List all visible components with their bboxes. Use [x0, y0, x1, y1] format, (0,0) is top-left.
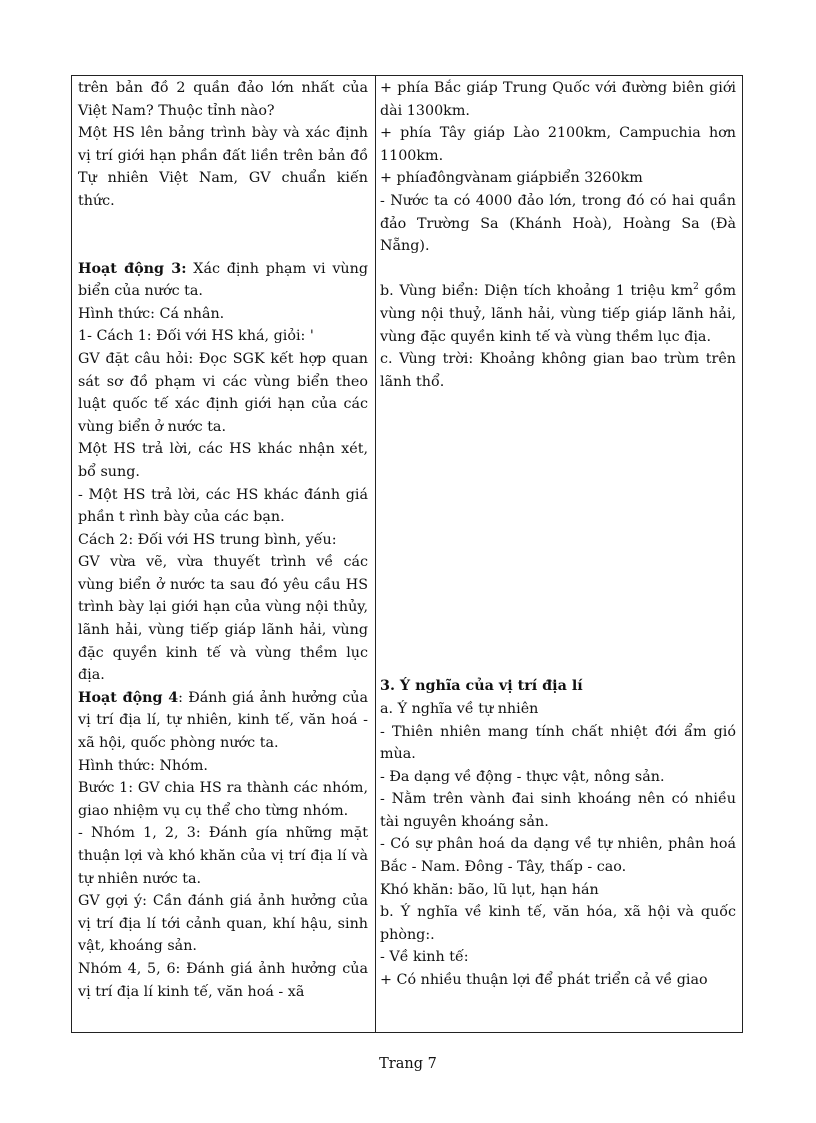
activity-3-student-review: - Một HS trả lời, các HS khác đánh giá phần t rình bày của các bạn. — [78, 486, 368, 526]
border-west: + phía Tây giáp Lào 2100km, Campuchia hơn 1100km. — [380, 125, 736, 164]
difficulties: Khó khăn: bão, lũ lụt, hạn hán — [380, 881, 599, 898]
activity-4-groups-1-3: - Nhóm 1, 2, 3: Đánh gía những mặt thuận lợi và khó khăn của vị trí địa lí và tự nhiên nước ta. — [78, 825, 368, 887]
economy-point-2: + Có nhiều thuận lợi để phát triển cả về giao — [380, 972, 708, 989]
activity-3-way-2: Cách 2: Đối với HS trung bình, yếu: — [78, 531, 337, 548]
sea-area — [380, 280, 736, 348]
activity-3-student-answer: Một HS trả lời, các HS khác nhận xét, bổ sung. — [78, 441, 368, 480]
intro-presentation: Một HS lên bảng trình bày và xác định vị trí giới hạn phần đất liền trên bản đồ Tự nhiên Việt Nam, GV chuẩn kiến thức. — [78, 125, 368, 209]
section-3-economy: b. Ý nghĩa về kinh tế, văn hóa, xã hội và quốc phòng:. — [380, 904, 736, 943]
activity-3-text: Xác định phạm vi vùng biển của nước ta. — [78, 260, 369, 300]
natural-point-4: - Có sự phân hoá da dạng về tự nhiên, phân hoá Bắc - Nam. Đông - Tây, thấp - cao. — [380, 836, 736, 876]
activity-3-form: Hình thức: Cá nhân. — [78, 305, 225, 322]
activity-4-form: Hình thức: Nhóm. — [78, 757, 208, 774]
sea-area-zones: gồm vùng nội thuỷ, lãnh hải, vùng tiếp giáp lãnh hải, vùng đặc quyền kinh tế và vùng thềm lục địa. — [380, 283, 736, 345]
airspace: c. Vùng trời: Khoảng không gian bao trùm trên lãnh thổ. — [380, 351, 736, 390]
natural-point-1: - Thiên nhiên mang tính chất nhiệt đới ẩm gió mùa. — [380, 723, 736, 763]
sea-area-text: b. Vùng biển: Diện tích khoảng 1 triệu km — [380, 283, 694, 300]
intro-question: trên bản đồ 2 quần đảo lớn nhất của Việt Nam? Thuộc tỉnh nào? — [78, 80, 368, 119]
activity-3-way-1: 1- Cách 1: Đối với HS khá, giỏi: ' — [78, 328, 314, 345]
page-number: Trang 7 — [379, 1056, 437, 1072]
content-column — [380, 77, 736, 992]
activity-4-title: Hoạt động 4 — [78, 689, 179, 706]
section-3-natural: a. Ý nghĩa về tự nhiên — [380, 700, 539, 717]
border-north: + phía Bắc giáp Trung Quốc với đường biên giới dài 1300km. — [380, 80, 736, 119]
activity-3-way-2-text: GV vừa vẽ, vừa thuyết trình về các vùng biển ở nước ta sau đó yêu cầu HS trình bày lại giới hạn của vùng nội thủy, lãnh hải, vùng tiếp giáp lãnh hải, vùng đặc quyền kinh tế và vùng thềm lục địa. — [78, 554, 368, 684]
activity-3-heading — [78, 258, 368, 303]
activity-4-groups-4-6: Nhóm 4, 5, 6: Đánh giá ảnh hưởng của vị trí địa lí kinh tế, văn hoá - xã — [78, 960, 368, 1000]
islands: - Nước ta có 4000 đảo lớn, trong đó có hai quần đảo Trường Sa (Khánh Hoà), Hoàng Sa (Đà Nẵng). — [380, 192, 736, 255]
column-divider — [375, 75, 376, 1033]
activity-4-heading — [78, 687, 368, 755]
sea-area-superscript: 2 — [693, 282, 699, 293]
section-3-title: 3. Ý nghĩa của vị trí địa lí — [380, 678, 583, 695]
economy-point-1: - Về kinh tế: — [380, 949, 469, 966]
natural-point-3: - Nằm trên vành đai sinh khoáng nên có nhiều tài nguyên khoáng sản. — [380, 791, 736, 830]
border-east-south: + phíađôngvànam giápbiển 3260km — [380, 170, 643, 187]
activity-4-step-1: Bước 1: GV chia HS ra thành các nhóm, giao nhiệm vụ cụ thể cho từng nhóm. — [78, 780, 368, 819]
activity-3-title: Hoạt động 3: — [78, 260, 187, 277]
natural-point-2: - Đa dạng về động - thực vật, nông sản. — [380, 768, 665, 785]
activity-4-text: : Đánh giá ảnh hưởng của vị trí địa lí, tự nhiên, kinh tế, văn hoá - xã hội, quốc phòng nước ta. — [78, 689, 368, 752]
activity-4-teacher-hint: GV gợi ý: Cần đánh giá ảnh hưởng của vị trí địa lí tới cảnh quan, khí hậu, sinh vật, khoáng sản. — [78, 893, 368, 955]
activities-column — [78, 77, 368, 1003]
activity-3-teacher-question: GV đặt câu hỏi: Đọc SGK kết hợp quan sát sơ đồ phạm vi các vùng biển theo luật quốc tế xác định giới hạn của các vùng biển ở nước ta. — [78, 350, 368, 435]
